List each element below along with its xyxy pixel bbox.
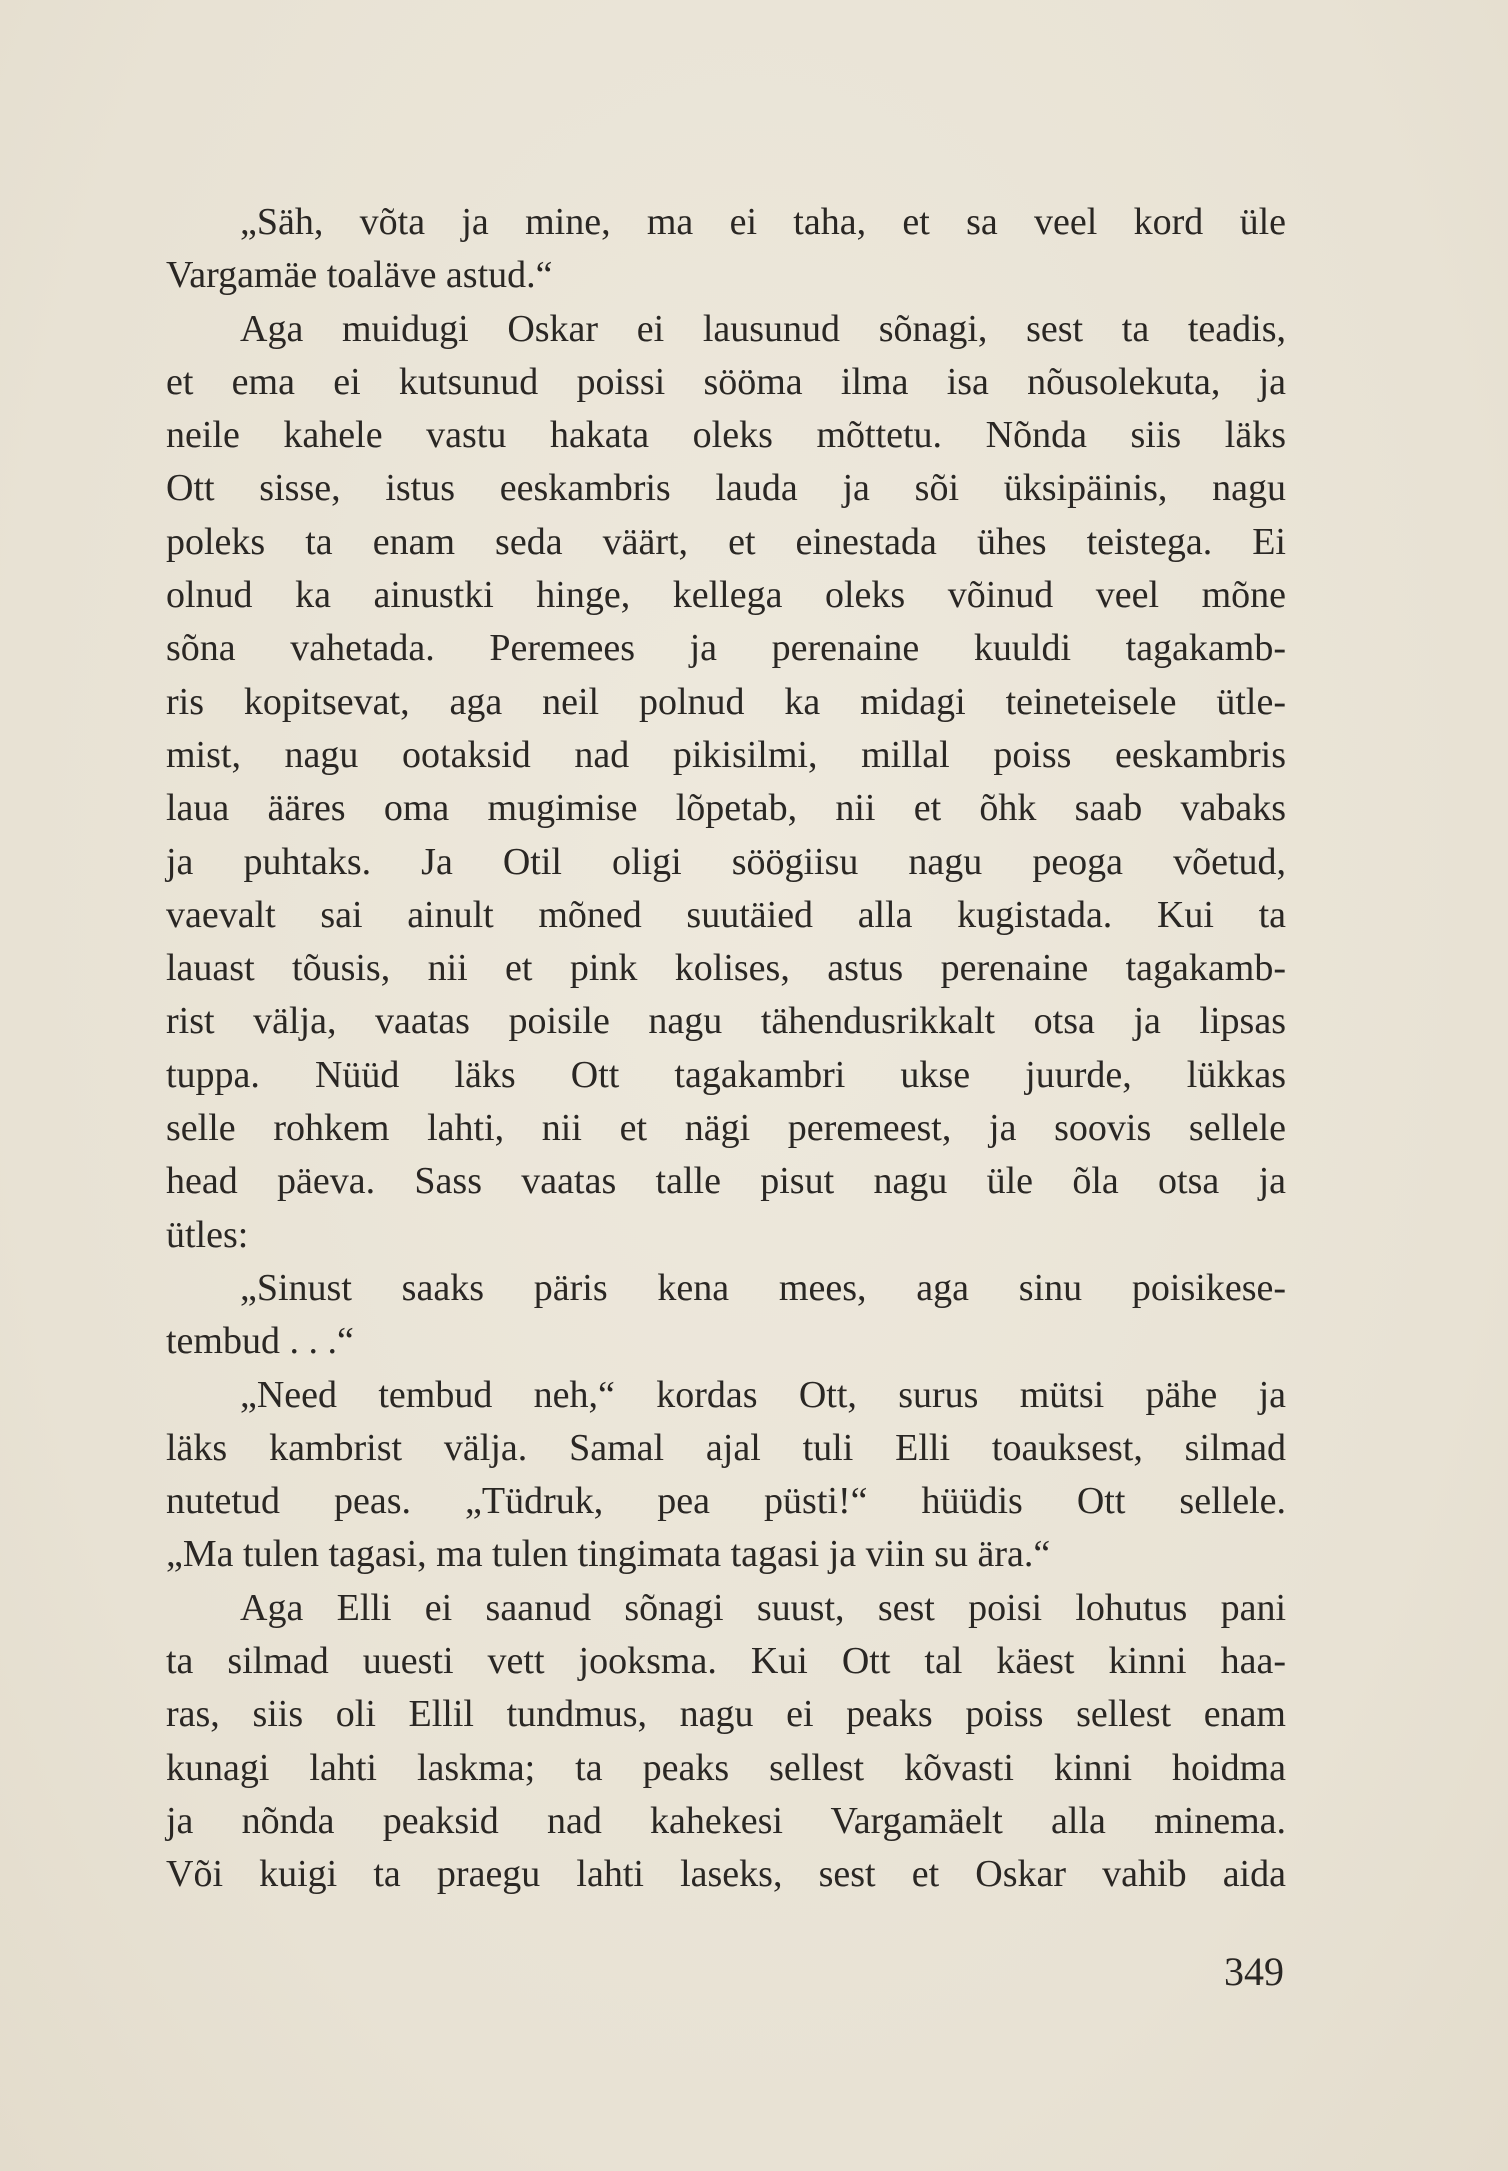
text-line: laua ääres oma mugimise lõpetab, nii et õhk saab vabaks [166,787,1286,830]
text-line: nutetud peas. „Tüdruk, pea püsti!“ hüüdis Ott sellele. [166,1480,1286,1523]
text-line: et ema ei kutsunud poissi sööma ilma isa nõusolekuta, ja [166,360,1286,403]
text-line: Aga muidugi Oskar ei lausunud sõnagi, sest ta teadis, [240,307,1286,350]
text-line: poleks ta enam seda väärt, et einestada ühes teistega. Ei [166,520,1286,563]
text-line: ja puhtaks. Ja Otil oligi söögiisu nagu peoga võetud, [166,840,1286,883]
text-line: ras, siis oli Ellil tundmus, nagu ei peaks poiss sellest enam [166,1693,1286,1736]
text-line: lauast tõusis, nii et pink kolises, astus perenaine tagakamb- [166,947,1286,990]
text-line: Või kuigi ta praegu lahti laseks, sest et Oskar vahib aida [166,1853,1286,1896]
text-line: neile kahele vastu hakata oleks mõttetu. Nõnda siis läks [166,414,1286,457]
text-line: Aga Elli ei saanud sõnagi suust, sest poisi lohutus pani [240,1586,1286,1629]
text-line: rist välja, vaatas poisile nagu tähendusrikkalt otsa ja lipsas [166,1000,1286,1043]
text-line: ütles: [166,1213,249,1256]
text-line: vaevalt sai ainult mõned suutäied alla kugistada. Kui ta [166,893,1286,936]
page-body-text [166,196,1286,1902]
text-line: mist, nagu ootaksid nad pikisilmi, millal poiss eeskambris [166,733,1286,776]
text-line: „Säh, võta ja mine, ma ei taha, et sa veel kord üle [240,201,1286,243]
text-line: tembud . . .“ [166,1320,354,1363]
text-line: sõna vahetada. Peremees ja perenaine kuuldi tagakamb- [166,627,1286,670]
text-line: ris kopitsevat, aga neil polnud ka midagi teineteisele ütle- [166,680,1286,723]
text-line: „Sinust saaks päris kena mees, aga sinu poisikese- [240,1266,1286,1309]
text-line: Ott sisse, istus eeskambris lauda ja sõi üksipäinis, nagu [166,467,1286,510]
text-line: tuppa. Nüüd läks Ott tagakambri ukse juurde, lükkas [166,1053,1286,1096]
text-line: kunagi lahti laskma; ta peaks sellest kõvasti kinni hoidma [166,1746,1286,1789]
text-line: „Ma tulen tagasi, ma tulen tingimata tagasi ja viin su ära.“ [166,1533,1051,1576]
text-line: Vargamäe toaläve astud.“ [166,254,553,297]
page-number: 349 [1224,1949,1284,1994]
text-line: head päeva. Sass vaatas talle pisut nagu üle õla otsa ja [166,1160,1286,1203]
text-line: ta silmad uuesti vett jooksma. Kui Ott tal käest kinni haa- [166,1640,1286,1683]
text-line: selle rohkem lahti, nii et nägi peremeest, ja soovis sellele [166,1107,1286,1150]
text-line: läks kambrist välja. Samal ajal tuli Elli toauksest, silmad [166,1426,1286,1469]
text-line: ja nõnda peaksid nad kahekesi Vargamäelt alla minema. [166,1799,1286,1842]
text-line: „Need tembud neh,“ kordas Ott, surus mütsi pähe ja [240,1373,1286,1416]
text-line: olnud ka ainustki hinge, kellega oleks võinud veel mõne [166,574,1286,617]
